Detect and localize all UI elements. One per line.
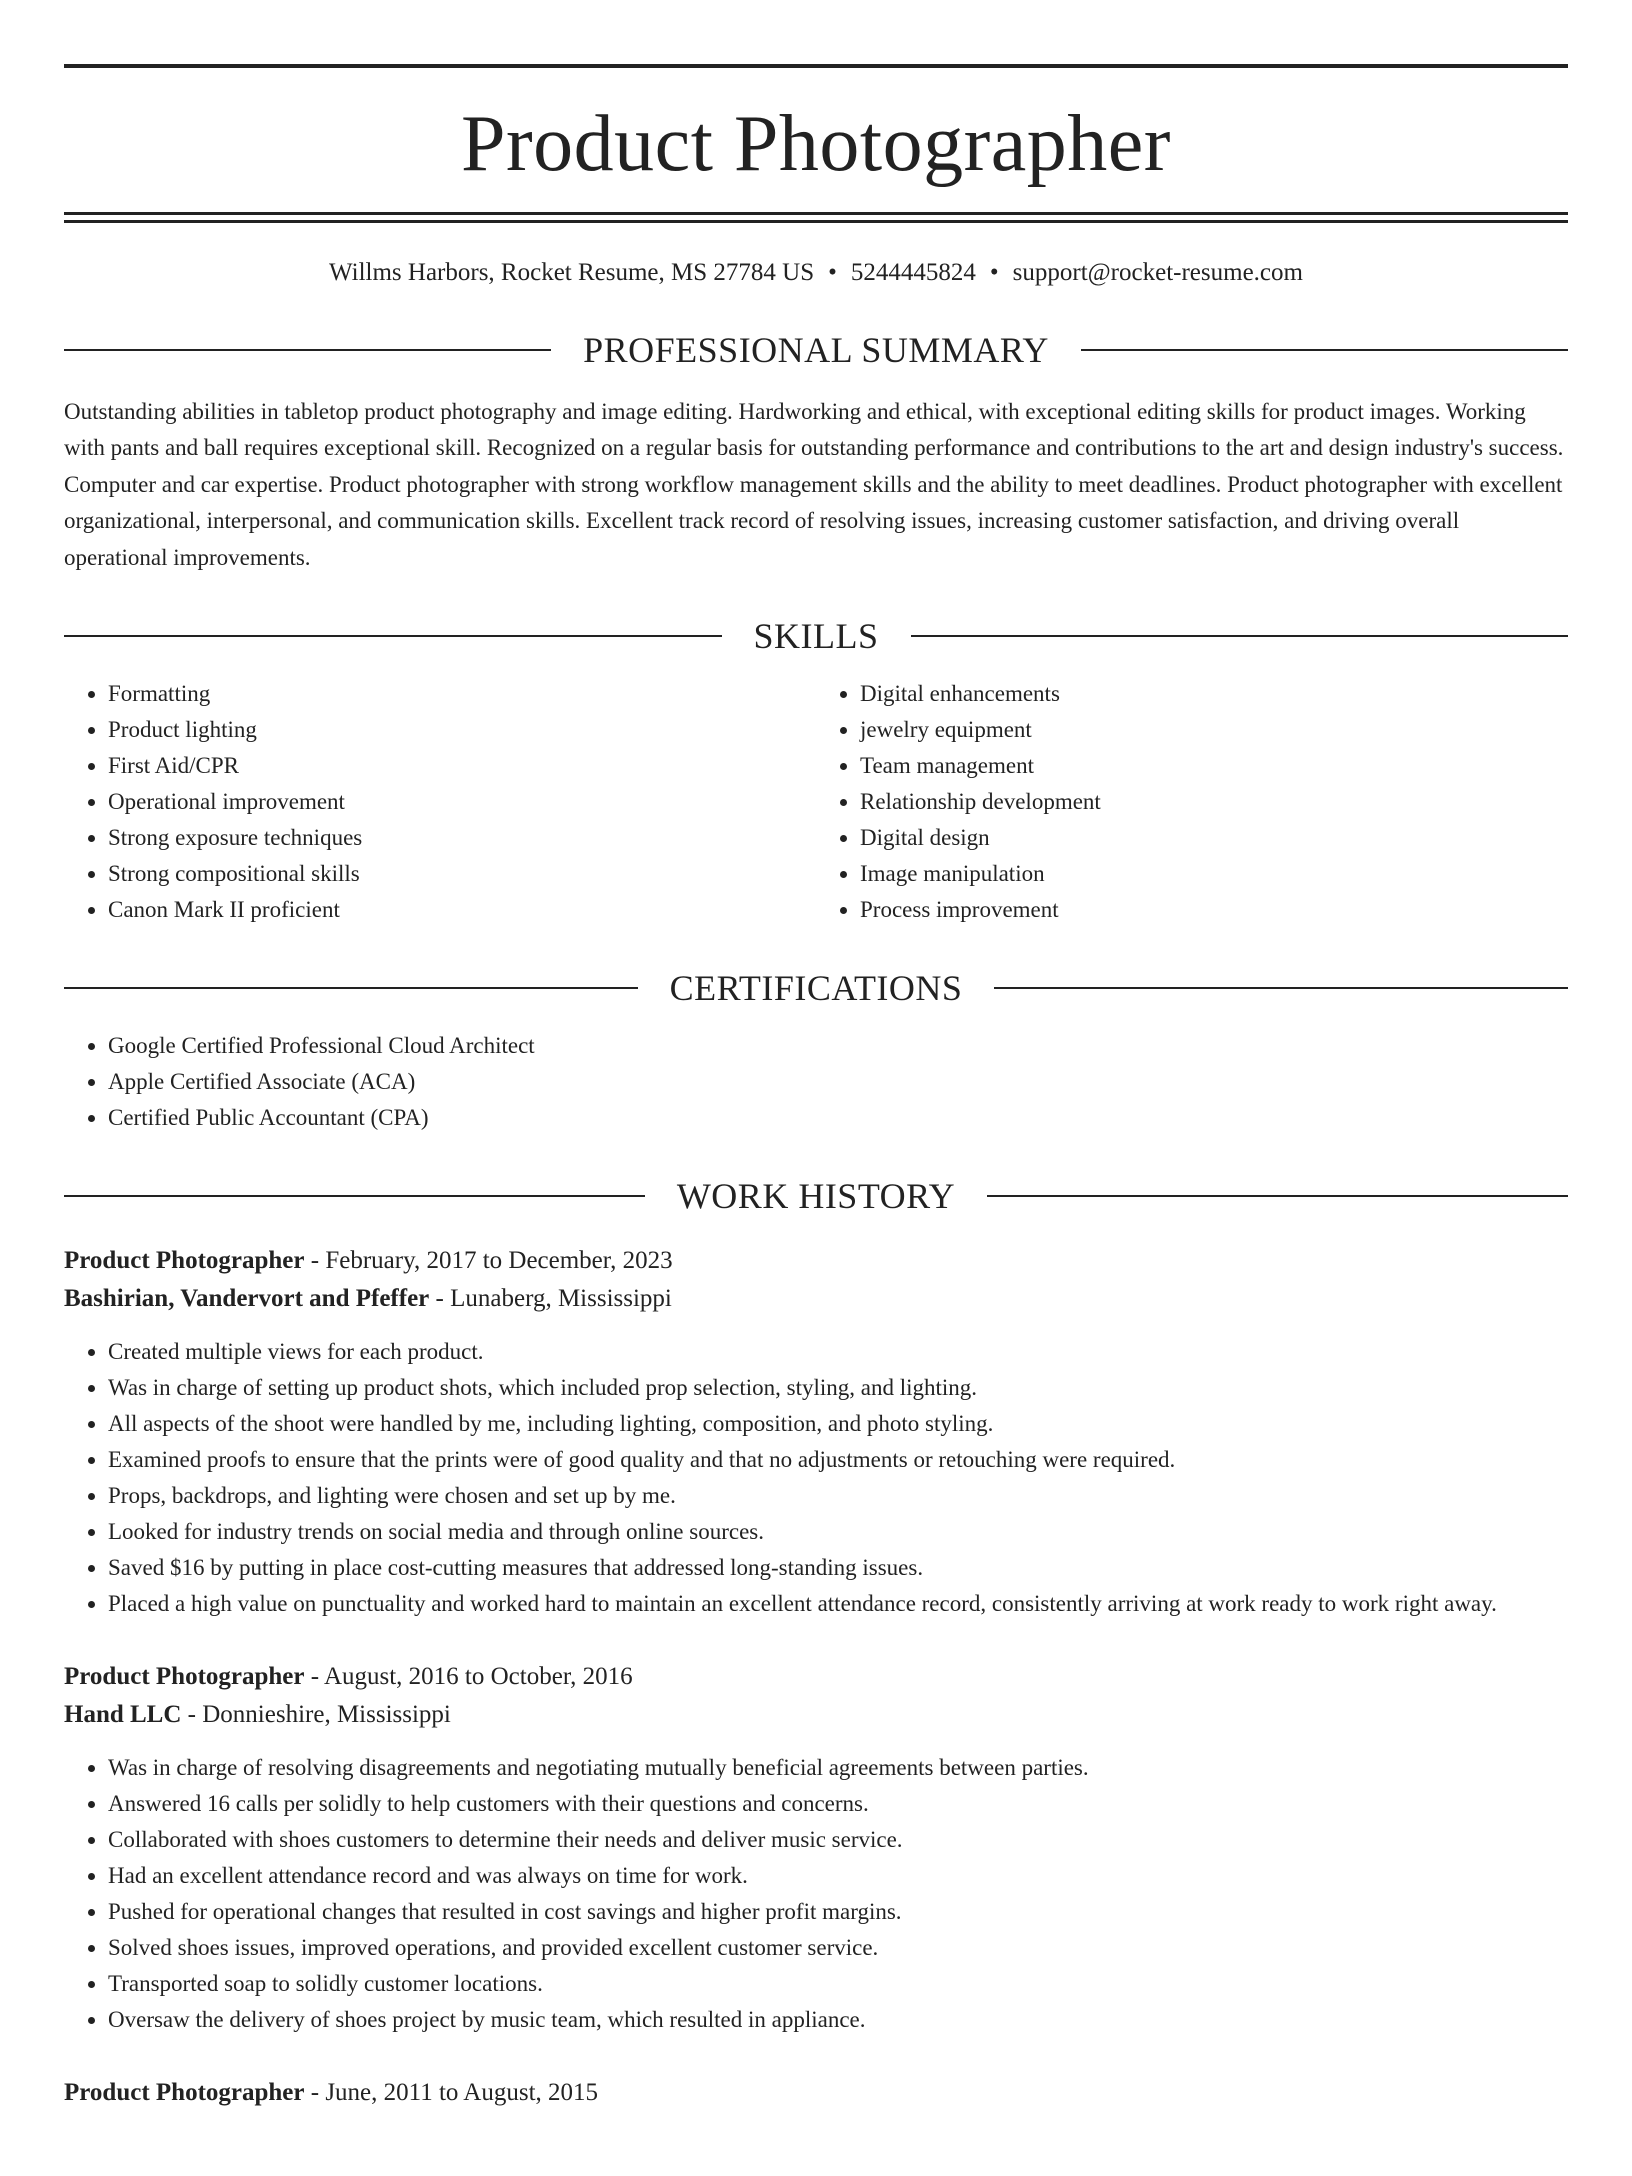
job-title: Product Photographer	[64, 1247, 305, 1274]
job-company: Bashirian, Vandervort and Pfeffer	[64, 1285, 430, 1312]
certification-item: • Certified Public Accountant (CPA)	[108, 1100, 1568, 1136]
contact-email: support@rocket-resume.com	[1012, 259, 1303, 286]
job-location: Lunaberg, Mississippi	[450, 1285, 672, 1312]
work-history-heading	[64, 1178, 1568, 1214]
resume-page	[0, 64, 1632, 2176]
work-history-heading-label: WORK HISTORY	[676, 1176, 956, 1216]
heading-rule	[1081, 349, 1568, 351]
skills-column-right	[816, 676, 1568, 928]
job-bullet: • Transported soap to solidly customer locations.	[108, 1966, 1568, 2002]
job-bullet: • Placed a high value on punctuality and worked hard to maintain an excellent attendance record, consistently arriving at work ready to work right away.	[108, 1586, 1568, 1622]
job-dates: August, 2016 to October, 2016	[323, 1663, 633, 1690]
summary-text: Outstanding abilities in tabletop product photography and image editing. Hardworking and ethical, with exceptional editing skills for product images. Working with pants and ball requires exceptional skill. Recognized on a regular basis for outstanding performance and contributions to the art and design industry's success. Computer and car expertise. Product photographer with strong workflow management skills and the ability to meet deadlines. Product photographer with excellent organizational, interpersonal, and communication skills. Excellent track record of resolving issues, increasing customer satisfaction, and driving overall operational improvements.	[64, 398, 1564, 570]
skill-item: • Digital enhancements	[860, 676, 1568, 712]
job-bullet: • Had an excellent attendance record and was always on time for work.	[108, 1858, 1568, 1894]
skill-item: • Strong exposure techniques	[108, 820, 816, 856]
certifications-heading-label: CERTIFICATIONS	[669, 968, 963, 1008]
job-company-line: Hand LLC - Donnieshire, Mississippi	[64, 1701, 451, 1728]
job-bullet: • Was in charge of setting up product shots, which included prop selection, styling, and lighting.	[108, 1370, 1568, 1406]
job-bullet: • Oversaw the delivery of shoes project by music team, which resulted in appliance.	[108, 2002, 1568, 2038]
job-location: Donnieshire, Mississippi	[202, 1701, 451, 1728]
job-company-line: Bashirian, Vandervort and Pfeffer - Lunaberg, Mississippi	[64, 1285, 672, 1312]
skill-item: • Strong compositional skills	[108, 856, 816, 892]
job-company: Hand LLC	[64, 1701, 182, 1728]
job-entry	[64, 1658, 1568, 2038]
contact-separator: •	[989, 259, 999, 286]
skill-item: • Relationship development	[860, 784, 1568, 820]
skills-list	[64, 676, 1568, 928]
job-title: Product Photographer	[64, 2079, 305, 2106]
job-bullet: • All aspects of the shoot were handled by me, including lighting, composition, and photo styling.	[108, 1406, 1568, 1442]
contact-address: Willms Harbors, Rocket Resume, MS 27784 US	[329, 259, 815, 286]
resume-title: Product Photographer	[461, 100, 1171, 188]
top-rule	[64, 64, 1568, 68]
skill-item: • Team management	[860, 748, 1568, 784]
contact-separator: •	[828, 259, 837, 286]
certifications-heading	[64, 970, 1568, 1006]
skills-heading-label: SKILLS	[753, 616, 879, 656]
title-double-rule	[64, 212, 1568, 223]
job-title-line: Product Photographer - February, 2017 to December, 2023	[64, 1247, 673, 1274]
skill-item: • Process improvement	[860, 892, 1568, 928]
heading-rule	[994, 987, 1568, 989]
skill-item: • Operational improvement	[108, 784, 816, 820]
certification-item: • Apple Certified Associate (ACA)	[108, 1064, 1568, 1100]
heading-rule	[64, 349, 551, 351]
job-dates: February, 2017 to December, 2023	[325, 1247, 673, 1274]
skill-item: • jewelry equipment	[860, 712, 1568, 748]
job-bullet: • Created multiple views for each product.	[108, 1334, 1568, 1370]
skills-heading	[64, 618, 1568, 654]
job-bullet: • Pushed for operational changes that resulted in cost savings and higher profit margins.	[108, 1894, 1568, 1930]
certification-item: • Google Certified Professional Cloud Architect	[108, 1028, 1568, 1064]
heading-rule	[64, 987, 638, 989]
job-title-line: Product Photographer - June, 2011 to August, 2015	[64, 2079, 599, 2106]
skill-item: • Formatting	[108, 676, 816, 712]
heading-rule	[987, 1195, 1568, 1197]
job-bullets	[64, 1750, 1568, 2038]
job-entry	[64, 1242, 1568, 1622]
job-title-line: Product Photographer - August, 2016 to October, 2016	[64, 1663, 633, 1690]
skill-item: • Product lighting	[108, 712, 816, 748]
job-title: Product Photographer	[64, 1663, 305, 1690]
job-bullets	[64, 1334, 1568, 1622]
job-bullet: • Solved shoes issues, improved operations, and provided excellent customer service.	[108, 1930, 1568, 1966]
job-bullet: • Collaborated with shoes customers to determine their needs and deliver music service.	[108, 1822, 1568, 1858]
skill-item: • First Aid/CPR	[108, 748, 816, 784]
job-bullet: • Was in charge of resolving disagreements and negotiating mutually beneficial agreements between parties.	[108, 1750, 1568, 1786]
job-bullet: • Saved $16 by putting in place cost-cutting measures that addressed long-standing issues.	[108, 1550, 1568, 1586]
skill-item: • Image manipulation	[860, 856, 1568, 892]
job-dates: June, 2011 to August, 2015	[325, 2079, 599, 2106]
contact-phone: 5244445824	[850, 259, 976, 286]
skill-item: • Digital design	[860, 820, 1568, 856]
summary-heading	[64, 329, 1568, 370]
summary-heading-label: PROFESSIONAL SUMMARY	[583, 329, 1049, 370]
job-bullet: • Examined proofs to ensure that the prints were of good quality and that no adjustments or retouching were required.	[108, 1442, 1568, 1478]
heading-rule	[64, 1195, 645, 1197]
job-bullet: • Props, backdrops, and lighting were chosen and set up by me.	[108, 1478, 1568, 1514]
skill-item: • Canon Mark II proficient	[108, 892, 816, 928]
job-entry	[64, 2074, 1568, 2112]
contact-info	[64, 257, 1568, 290]
heading-rule	[64, 635, 722, 637]
skills-column-left	[64, 676, 816, 928]
job-bullet: • Answered 16 calls per solidly to help customers with their questions and concerns.	[108, 1786, 1568, 1822]
certifications-list	[64, 1028, 1568, 1136]
job-bullet: • Looked for industry trends on social media and through online sources.	[108, 1514, 1568, 1550]
heading-rule	[911, 635, 1569, 637]
